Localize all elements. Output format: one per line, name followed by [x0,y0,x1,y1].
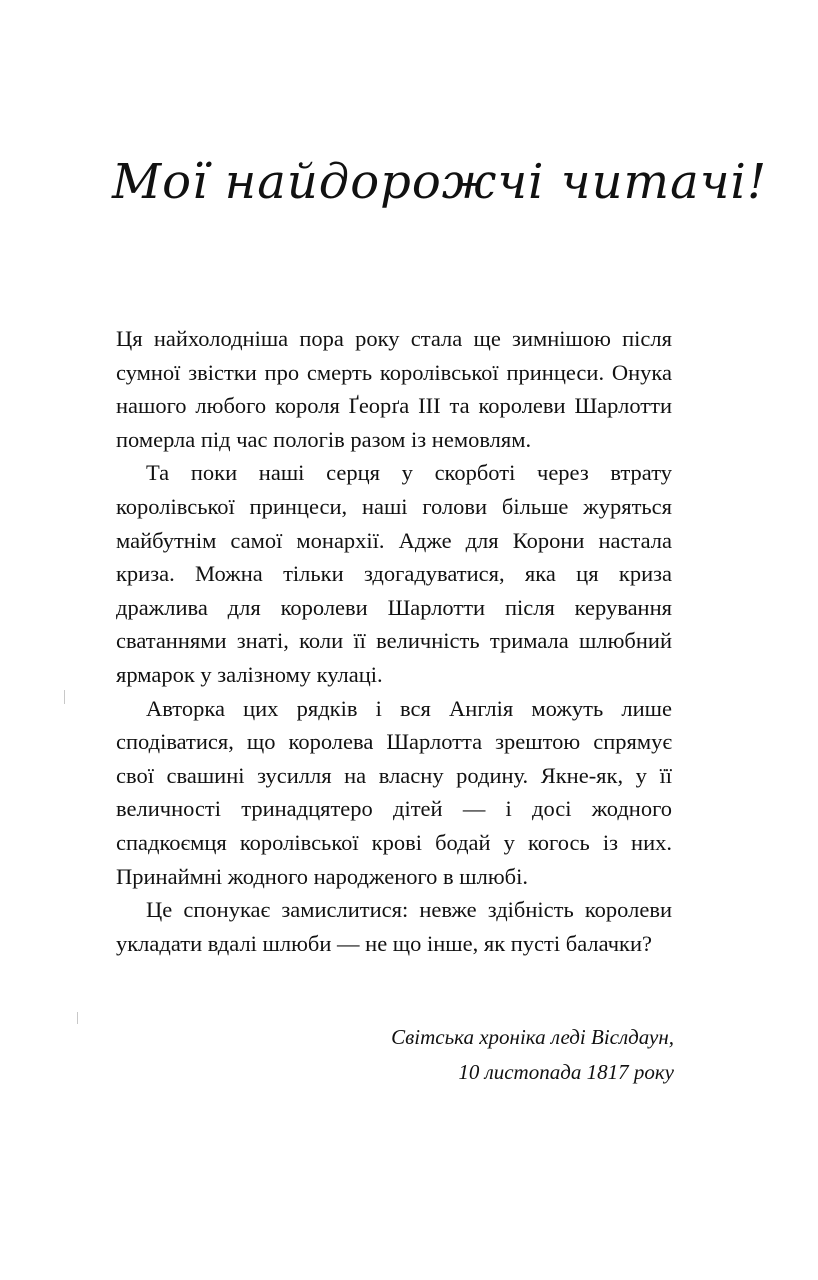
paragraph-2: Та поки наші серця у скорботі через втрату королівської принцеси, наші голови більше журяться майбутнім самої монархії. Адже для Корони настала криза. Можна тільки здогадуватися, яка ця криза дражлива для королеви Шарлотти після керування сватаннями знаті, коли її величність тримала шлюбний ярмарок у залізному кулаці. [116,460,672,687]
paragraph-4: Це спонукає замислитися: невже здібність королеви укладати вдалі шлюби — не що інше, як пусті балачки? [116,897,672,956]
signature-block [300,1020,674,1090]
signature-date: 10 листопада 1817 року [458,1060,674,1084]
signature-source: Світська хроніка леді Віслдаун, [391,1025,674,1049]
paragraph-1: Ця найхолодніша пора року стала ще зимнішою після сумної звістки про смерть королівської принцеси. Онука нашого любого короля Ґеорґа III та королеви Шарлотти померла під час пологів разом із немовлям. [116,326,672,452]
scan-mark [64,690,65,704]
page-title: Мої найдорожчі читачі! [112,154,768,210]
letter-body [116,322,672,960]
scan-mark [77,1012,78,1024]
paragraph-3: Авторка цих рядків і вся Англія можуть лише сподіватися, що королева Шарлотта зрештою спрямує свої свашині зусилля на власну родину. Якне-як, у її величності тринадцятеро дітей — і досі жодного спадкоємця королівської крові бодай у когось із них. Принаймні жодного народженого в шлюбі. [116,695,672,889]
